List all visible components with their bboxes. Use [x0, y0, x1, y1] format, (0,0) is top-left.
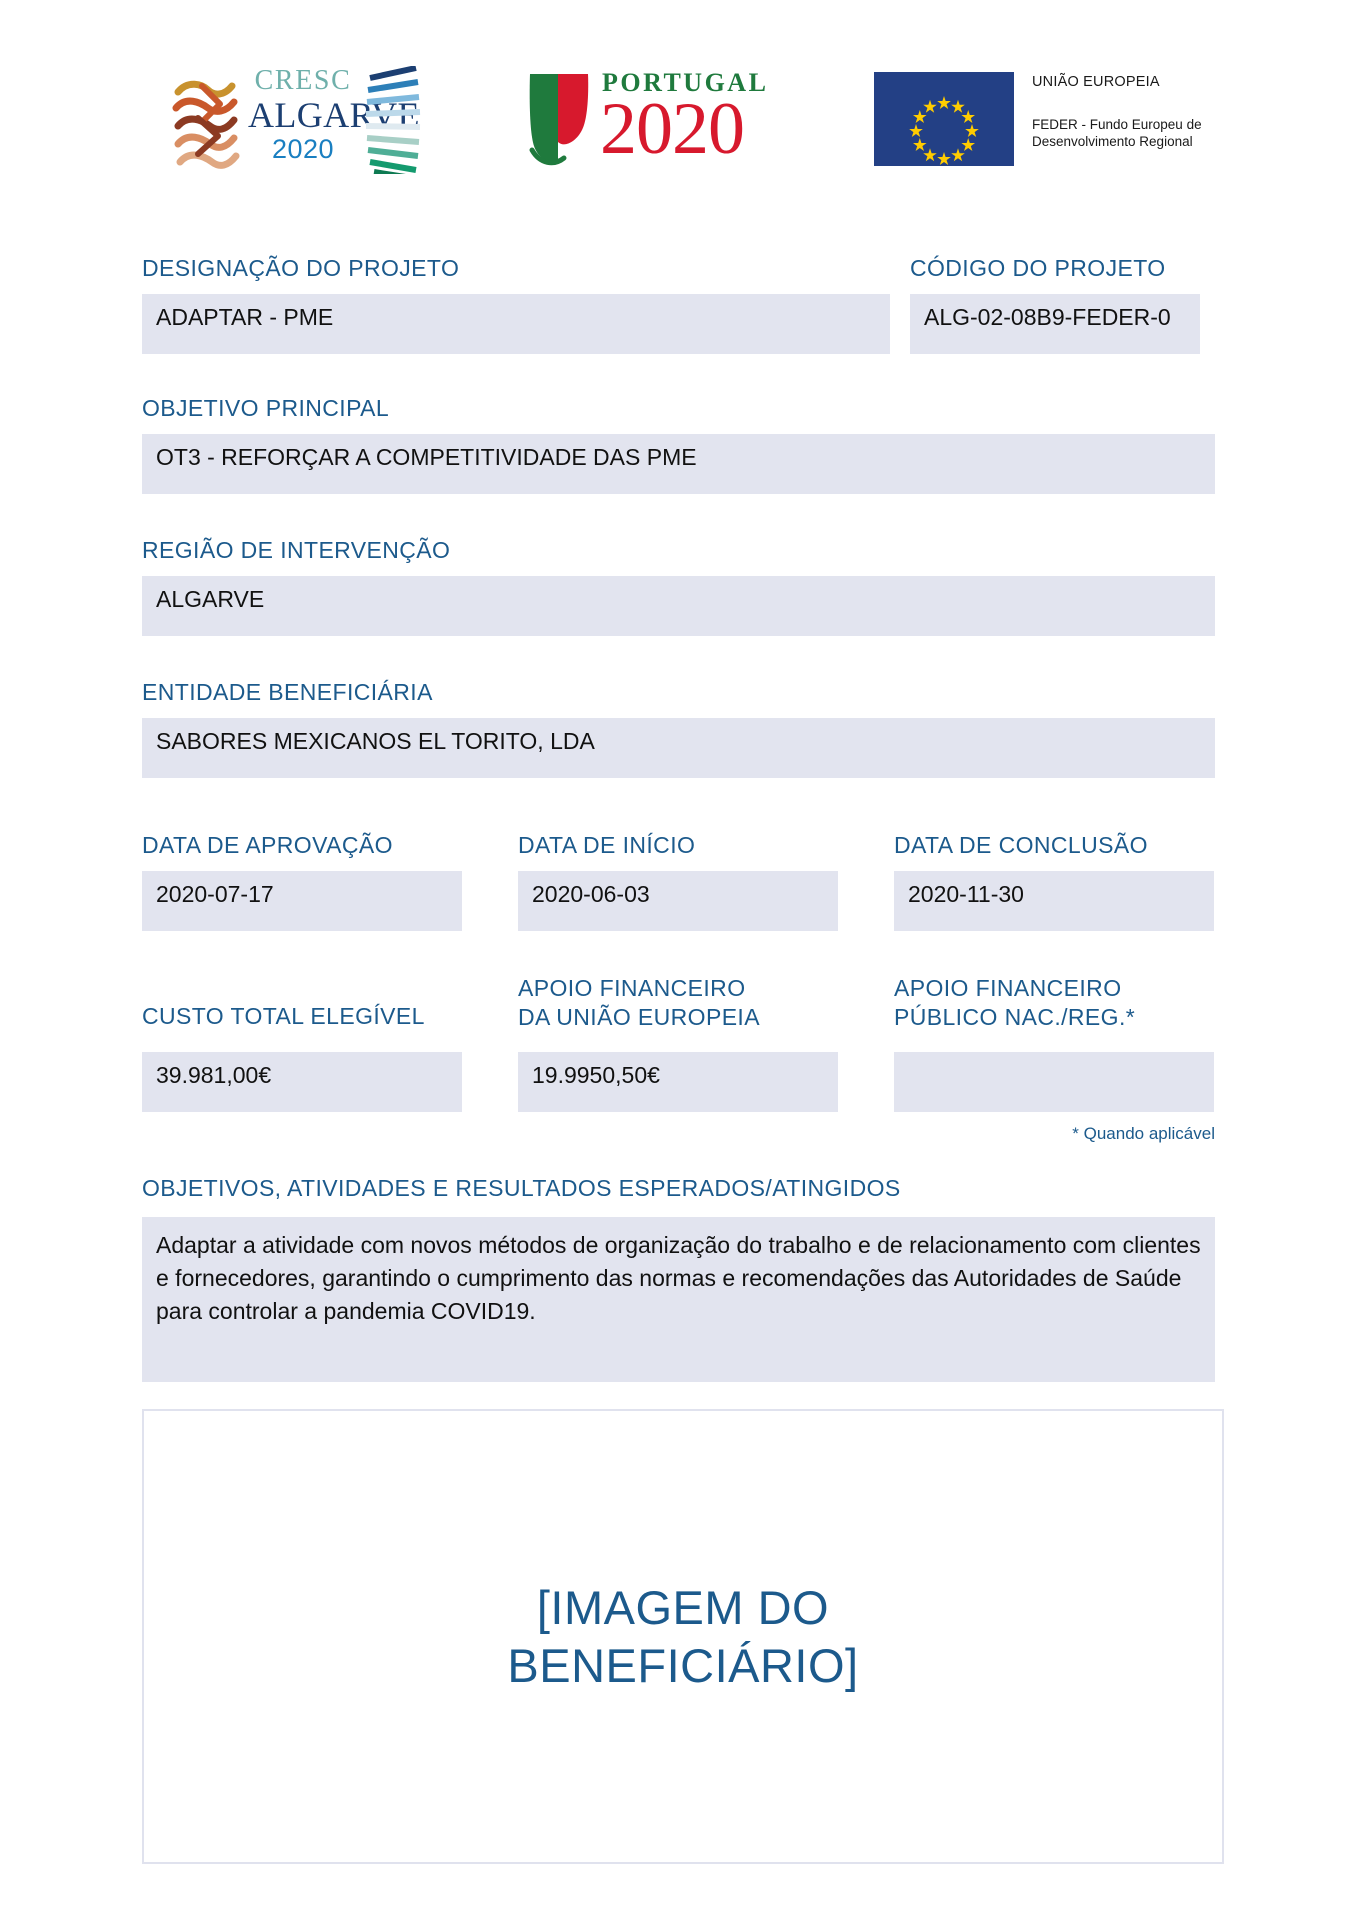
label-project-designation: DESIGNAÇÃO DO PROJETO: [142, 255, 460, 281]
value-national-public-support: [894, 1052, 1214, 1112]
cresc-logo-line-bottom: 2020: [271, 134, 335, 164]
label-approval-date: DATA DE APROVAÇÃO: [142, 832, 393, 858]
label-beneficiary-entity: ENTIDADE BENEFICIÁRIA: [142, 679, 433, 705]
footnote-when-applicable: * Quando aplicável: [1072, 1124, 1215, 1143]
label-national-public-support-line2: PÚBLICO NAC./REG.*: [894, 1004, 1136, 1030]
label-objectives: OBJETIVOS, ATIVIDADES E RESULTADOS ESPERADOS/ATINGIDOS: [142, 1175, 901, 1201]
value-conclusion-date: 2020-11-30: [894, 871, 1214, 931]
beneficiary-placeholder-line1: [IMAGEM DO: [536, 1580, 830, 1634]
label-eu-financial-support: [518, 974, 818, 1032]
portugal-logo-year: 2020: [600, 88, 744, 170]
value-intervention-region: ALGARVE: [142, 576, 1215, 636]
value-project-code: ALG-02-08B9-FEDER-0: [910, 294, 1200, 354]
label-national-public-support: [894, 974, 1194, 1032]
eu-logo-subtitle: FEDER - Fundo Europeu de Desenvolvimento Regional: [1032, 117, 1202, 149]
label-eu-financial-support-line1: APOIO FINANCEIRO: [518, 975, 746, 1001]
portugal-logo-word: PORTUGAL: [602, 68, 769, 97]
cresc-logo-line-mid: ALGARVE: [248, 95, 420, 135]
value-beneficiary-entity: SABORES MEXICANOS EL TORITO, LDA: [142, 718, 1215, 778]
value-objectives: Adaptar a atividade com novos métodos de organização do trabalho e de relacionamento com clientes e fornecedores, garantindo o cumprimento das normas e recomendações das Autoridades de Saúde para controlar a pandemia COVID19.: [142, 1217, 1215, 1382]
beneficiary-image-placeholder[interactable]: [142, 1409, 1224, 1864]
value-project-designation: ADAPTAR - PME: [142, 294, 890, 354]
value-total-eligible-cost: 39.981,00€: [142, 1052, 462, 1112]
value-approval-date: 2020-07-17: [142, 871, 462, 931]
label-national-public-support-line1: APOIO FINANCEIRO: [894, 975, 1122, 1001]
cresc-logo-line-top: CRESC: [254, 65, 352, 96]
eu-logo-title: UNIÃO EUROPEIA: [1032, 74, 1160, 90]
label-conclusion-date: DATA DE CONCLUSÃO: [894, 832, 1148, 858]
label-start-date: DATA DE INÍCIO: [518, 832, 696, 858]
value-eu-financial-support: 19.9950,50€: [518, 1052, 838, 1112]
label-main-objective: OBJETIVO PRINCIPAL: [142, 395, 390, 421]
label-project-code: CÓDIGO DO PROJETO: [910, 255, 1166, 281]
beneficiary-image-placeholder-text: [144, 1411, 1222, 1862]
label-eu-financial-support-line2: DA UNIÃO EUROPEIA: [518, 1004, 760, 1030]
beneficiary-placeholder-line2: BENEFICIÁRIO]: [507, 1638, 859, 1692]
value-main-objective: OT3 - REFORÇAR A COMPETITIVIDADE DAS PME: [142, 434, 1215, 494]
value-start-date: 2020-06-03: [518, 871, 838, 931]
label-total-eligible-cost: CUSTO TOTAL ELEGÍVEL: [142, 1003, 425, 1029]
label-intervention-region: REGIÃO DE INTERVENÇÃO: [142, 537, 451, 563]
